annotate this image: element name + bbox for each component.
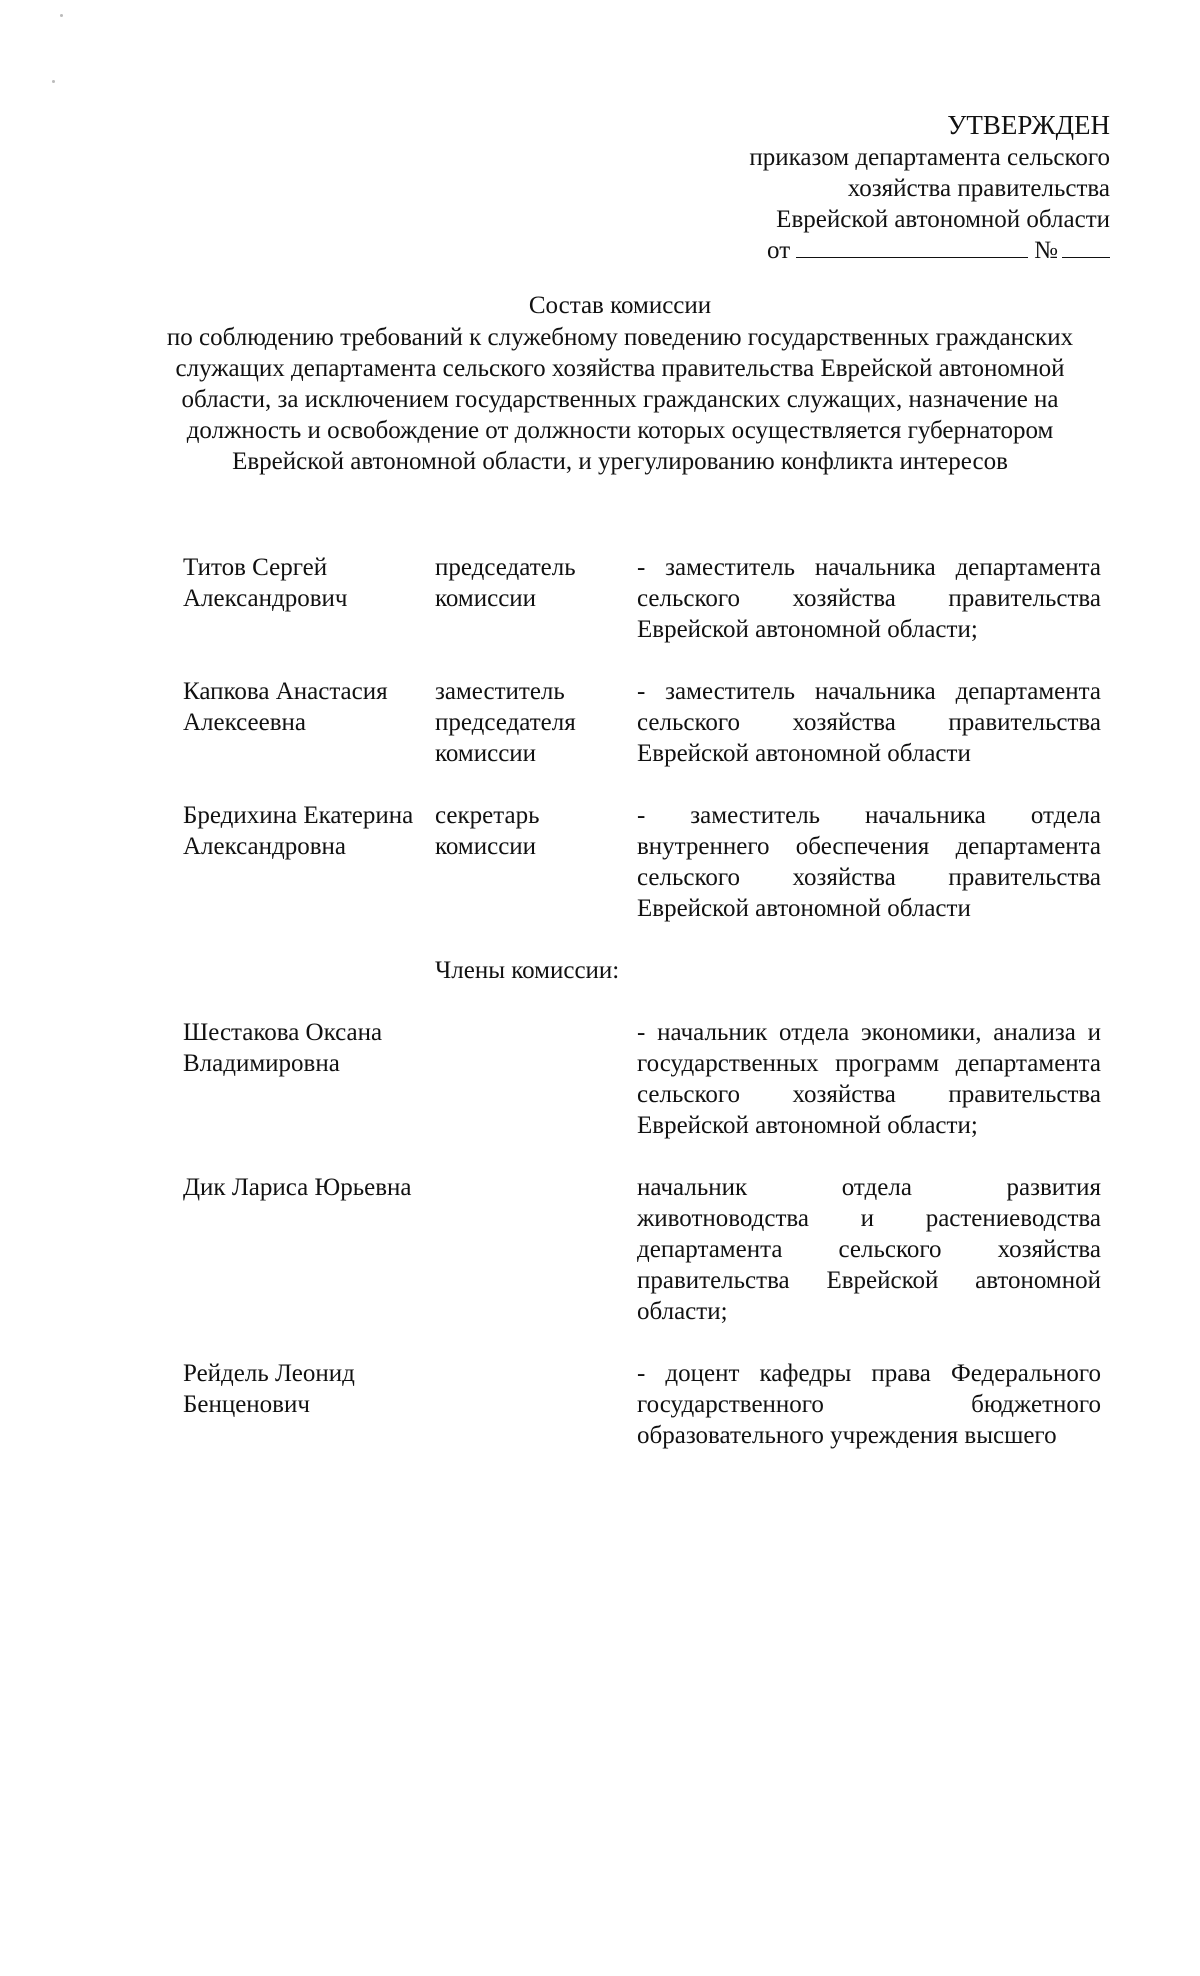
member-name: Шестакова Оксана Владимировна: [183, 1019, 383, 1077]
member-role: секретарь комиссии: [435, 802, 540, 860]
member-name: Рейдель Леонид Бенценович: [183, 1360, 355, 1418]
member-row: [183, 1017, 1103, 1141]
member-row: [183, 1358, 1103, 1451]
member-name: [183, 955, 435, 986]
member-name: Дик Лариса Юрьевна: [183, 1174, 412, 1201]
approval-title: УТВЕРЖДЕН: [947, 110, 1110, 140]
member-description: - заместитель начальника департамента сельского хозяйства правительства Еврейской автономной области: [637, 678, 1101, 767]
member-role: заместитель председателя комиссии: [435, 678, 576, 767]
member-row: [183, 676, 1103, 769]
approval-line-2: хозяйства правительства: [847, 175, 1110, 202]
number-sign: №: [1034, 237, 1058, 264]
approval-block: [700, 108, 1110, 266]
member-description: начальник отдела развития животноводства и растениеводства департамента сельского хозяйства правительства Еврейской автономной области;: [637, 1174, 1101, 1325]
scan-speck: [52, 80, 55, 83]
member-description: - начальник отдела экономики, анализа и государственных программ департамента сельского хозяйства правительства Еврейской автономной области;: [637, 1019, 1101, 1139]
member-description: - заместитель начальника департамента сельского хозяйства правительства Еврейской автономной области;: [637, 554, 1101, 643]
member-role: [435, 1172, 625, 1327]
member-description: - заместитель начальника отдела внутреннего обеспечения департамента сельского хозяйства правительства Еврейской автономной области: [637, 802, 1101, 922]
member-row: [183, 800, 1103, 924]
member-description: [637, 955, 1101, 986]
members-section-label-row: [183, 955, 1103, 986]
date-prefix: от: [767, 237, 791, 264]
scan-speck: [60, 14, 63, 17]
member-name: Бредихина Екатерина Александровна: [183, 802, 414, 860]
member-name: Капкова Анастасия Алексеевна: [183, 678, 388, 736]
number-blank: [1062, 237, 1110, 258]
approval-line-1: приказом департамента сельского: [749, 144, 1110, 171]
date-blank: [796, 237, 1028, 258]
heading-subtitle: по соблюдению требований к служебному поведению государственных гражданских служащих департамента сельского хозяйства правительства Еврейской автономной области, за исключением государственных гражданских служащих, назначение на должность и освобождение от должности которых осуществляется губернатором Еврейской автономной области, и урегулированию конфликта интересов: [166, 324, 1074, 475]
member-row: [183, 552, 1103, 645]
heading-title: Состав комиссии: [528, 292, 712, 319]
commission-roster: [183, 552, 1103, 1451]
member-role: [435, 1017, 625, 1141]
member-row: [183, 1172, 1103, 1327]
member-description: - доцент кафедры права Федерального государственного бюджетного образовательного учреждения высшего: [637, 1360, 1101, 1449]
members-section-label: Члены комиссии:: [435, 957, 620, 984]
member-role: [435, 1358, 625, 1451]
approval-date-line: [700, 235, 1110, 266]
approval-line-3: Еврейской автономной области: [776, 206, 1110, 233]
document-heading: [160, 290, 1080, 477]
member-name: Титов Сергей Александрович: [183, 554, 348, 612]
member-role: председатель комиссии: [435, 554, 576, 612]
